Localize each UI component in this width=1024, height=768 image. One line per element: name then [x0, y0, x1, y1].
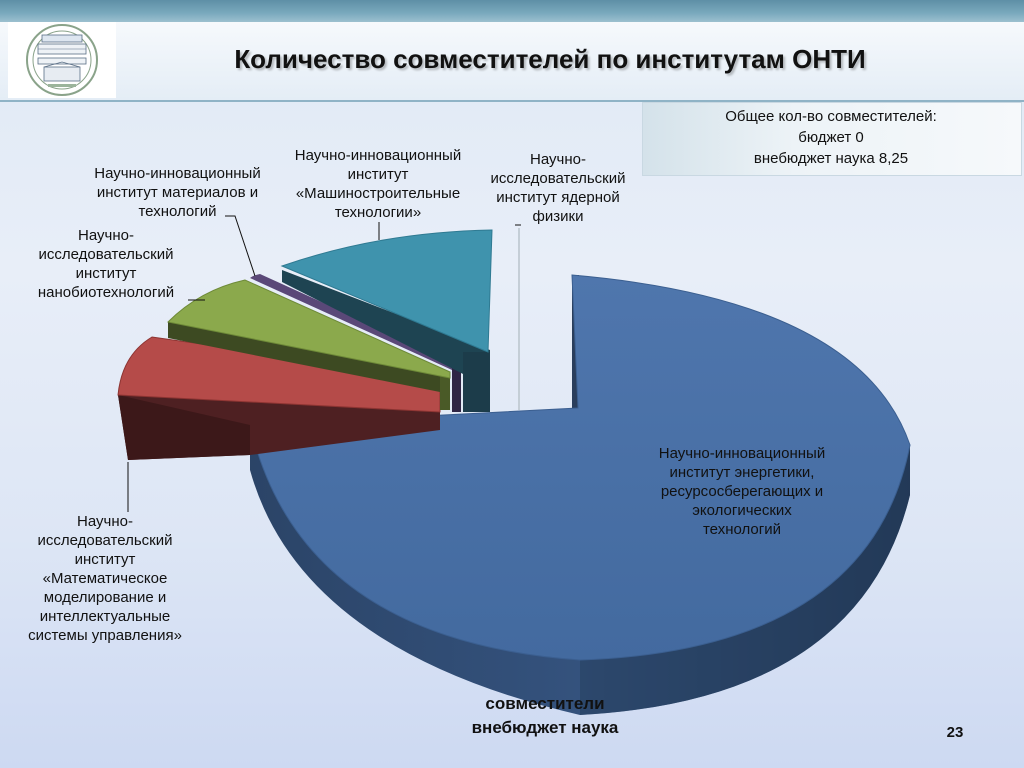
label-nano-line: исследовательский — [38, 246, 174, 263]
label-materials-line: технологий — [138, 203, 217, 220]
label-math-line: «Математическое — [42, 570, 168, 587]
slide-title: Количество совместителей по институтам ОНТИ — [234, 44, 866, 74]
page-number: 23 — [946, 724, 964, 741]
label-math — [5, 512, 205, 645]
leader-materials — [225, 216, 255, 276]
label-machine-line: институт — [347, 166, 409, 183]
label-nuclear — [478, 150, 638, 226]
label-nuclear-line: Научно- — [530, 151, 586, 168]
label-materials-line: Научно-инновационный — [94, 165, 261, 182]
label-math-line: исследовательский — [37, 532, 173, 549]
label-energy-line: институт энергетики, — [669, 464, 815, 481]
label-nuclear-line: физики — [532, 208, 584, 225]
label-math-line: интеллектуальные — [39, 608, 171, 625]
series-caption — [380, 692, 710, 740]
label-machine-line: Научно-инновационный — [294, 147, 462, 164]
label-nano — [20, 226, 192, 302]
label-math-line: моделирование и — [43, 589, 167, 606]
label-machine-line: технологии» — [334, 204, 422, 221]
label-nuclear-line: институт ядерной — [496, 189, 620, 206]
label-nuclear-line: исследовательский — [490, 170, 626, 187]
label-machine — [278, 146, 478, 222]
label-energy — [640, 444, 844, 539]
label-math-line: системы управления» — [28, 627, 182, 644]
info-extrabudget: внебюджет наука 8,25 — [753, 150, 909, 167]
label-nano-line: нанобиотехнологий — [37, 284, 175, 301]
label-machine-line: «Машиностроительные — [295, 185, 461, 202]
series-caption-line: внебюджет наука — [471, 718, 619, 737]
label-energy-line: технологий — [702, 521, 781, 538]
label-materials — [80, 164, 275, 221]
info-budget: бюджет 0 — [798, 129, 864, 146]
label-math-line: институт — [74, 551, 136, 568]
label-nano-line: Научно- — [78, 227, 134, 244]
label-energy-line: Научно-инновационный — [658, 445, 826, 462]
label-math-line: Научно- — [77, 513, 133, 530]
label-materials-line: институт материалов и — [96, 184, 259, 201]
info-total-label: Общее кол-во совместителей: — [725, 108, 937, 125]
series-caption-line: совместители — [485, 694, 605, 713]
label-energy-line: ресурсосберегающих и — [660, 483, 824, 500]
label-energy-line: экологических — [692, 502, 792, 519]
label-nano-line: институт — [75, 265, 137, 282]
